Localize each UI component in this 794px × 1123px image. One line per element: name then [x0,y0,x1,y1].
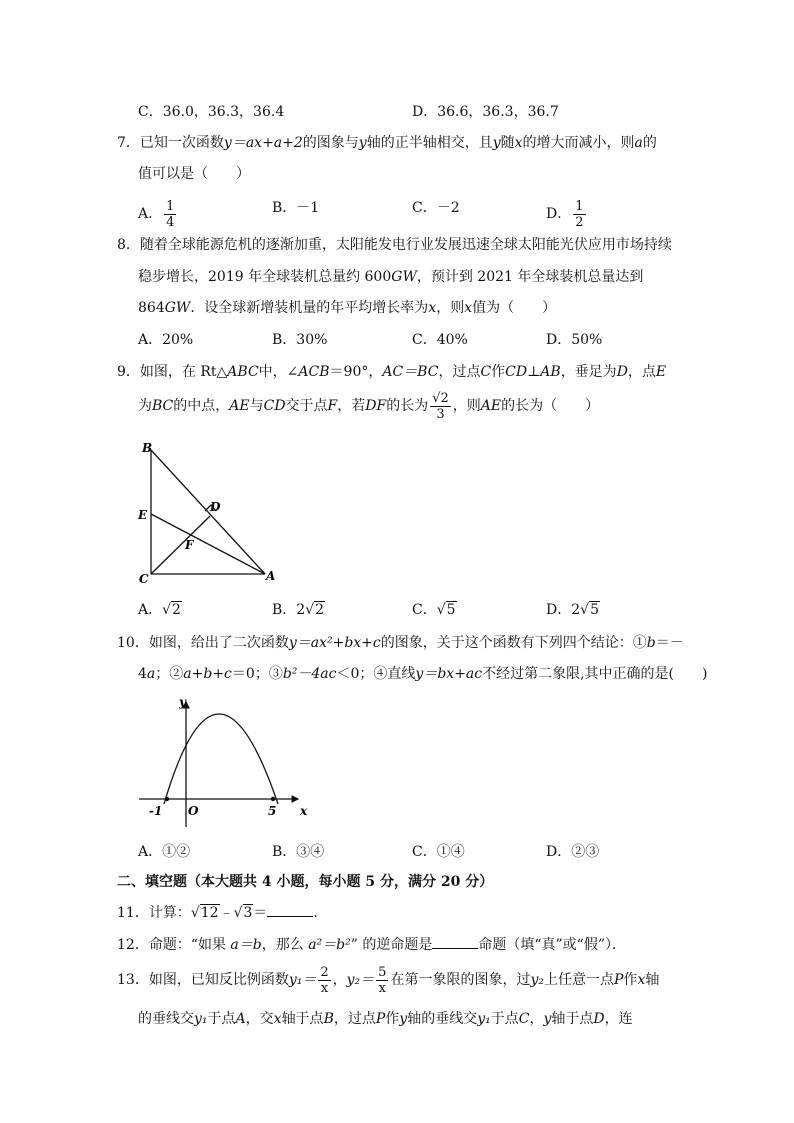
label-x-axis: x [300,804,308,818]
label-five: 5 [268,804,277,818]
q8-option-b: B．30% [272,332,328,348]
q10-stem-line2: 4a；②a+b+c＝0；③b²－4ac＜0；④直线y＝bx+ac不经过第二象限,其中正确的是( ) [138,666,708,682]
label-y-axis: y [179,695,186,709]
q13-stem-line2: 的垂线交y₁于点A，交x轴于点B，过点P作y轴的垂线交y₁于点C，y轴于点D，连 [138,1011,633,1027]
label-origin: O [188,804,199,818]
root-point-right [271,797,275,801]
label-d: D [210,500,221,514]
q8-stem-line3: 864GW．设全球新增装机量的年平均增长率为x，则x值为（ ） [138,300,557,316]
segment-ab [151,450,265,574]
label-b: B [142,441,153,455]
q11-answer-blank[interactable] [267,902,313,917]
q9-stem-line1: 9．如图，在 Rt△ABC中，∠ACB＝90°，AC＝BC，过点C作CD⊥AB，垂足为D，点E [117,364,667,380]
q9-option-a: A．√2 [138,602,181,618]
q10-option-b: B．③④ [272,844,325,860]
segment-cd [151,516,210,574]
q9-stem-line2: 为BC的中点，AE与CD交于点F，若DF的长为 $\frac{√2}{3}$ ，则AE的长为（ ） [138,390,600,422]
q8-stem-line2: 稳步增长，2019 年全球装机总量约 600GW，预计到 2021 年全球装机总量达到 [138,269,644,285]
q12-stem: 12．命题：“如果 a＝b，那么 a²＝b²” 的逆命题是 命题（填“真”或“假”）． [117,934,626,955]
q10-parabola-figure [136,692,316,832]
q7-option-a: A． $\frac{1}{4}$ [138,198,175,230]
q8-option-a: A．20% [138,332,194,348]
q9-triangle-figure [132,438,282,588]
label-c: C [139,572,149,586]
q7-stem-line1: 7．已知一次函数y＝ax+a+2的图象与y轴的正半轴相交，且y随x的增大而减小，则a的 [117,135,657,151]
q10-stem-line1: 10．如图，给出了二次函数y＝ax²+bx+c的图象，关于这个函数有下列四个结论：①b＝－ [117,635,684,651]
q7-option-c: C．－2 [412,200,460,216]
label-minus-one: -1 [149,804,163,818]
q9-option-b: B．2√2 [272,602,325,618]
label-f: F [185,538,194,552]
q7-option-b: B．－1 [272,200,320,216]
q6-option-c: C．36.0，36.3，36.4 [138,104,285,120]
q13-stem-line1: 13．如图，已知反比例函数y₁＝ $\frac{2}{x}$ ，y₂＝ $\frac{5}{x}$ 在第一象限的图象，过y₂上任意一点P作x轴 [117,964,660,996]
q10-option-a: A．①② [138,844,191,860]
q12-answer-blank[interactable] [432,934,478,949]
q8-option-c: C．40% [412,332,468,348]
q8-stem-line1: 8．随着全球能源危机的逐渐加重，太阳能发电行业发展迅速全球太阳能光伏应用市场持续 [117,237,672,253]
q8-option-d: D．50% [546,332,603,348]
q10-option-c: C．①④ [412,844,465,860]
label-a: A [266,569,276,583]
parabola-curve [164,714,278,804]
q7-option-d: D． $\frac{1}{2}$ [546,198,584,230]
section-2-title: 二、填空题（本大题共 4 小题，每小题 5 分，满分 20 分） [117,874,494,890]
q9-option-c: C．√5 [412,602,456,618]
q7-stem-line2: 值可以是（ ） [138,166,250,182]
q10-option-d: D．②③ [546,844,600,860]
label-e: E [138,508,148,522]
q6-option-d: D．36.6，36.3，36.7 [412,104,559,120]
q11-stem: 11．计算：√12﹣√3＝ ． [117,902,327,923]
q9-option-d: D．2√5 [546,602,599,618]
segment-ae [151,514,265,574]
root-point-left [165,797,169,801]
